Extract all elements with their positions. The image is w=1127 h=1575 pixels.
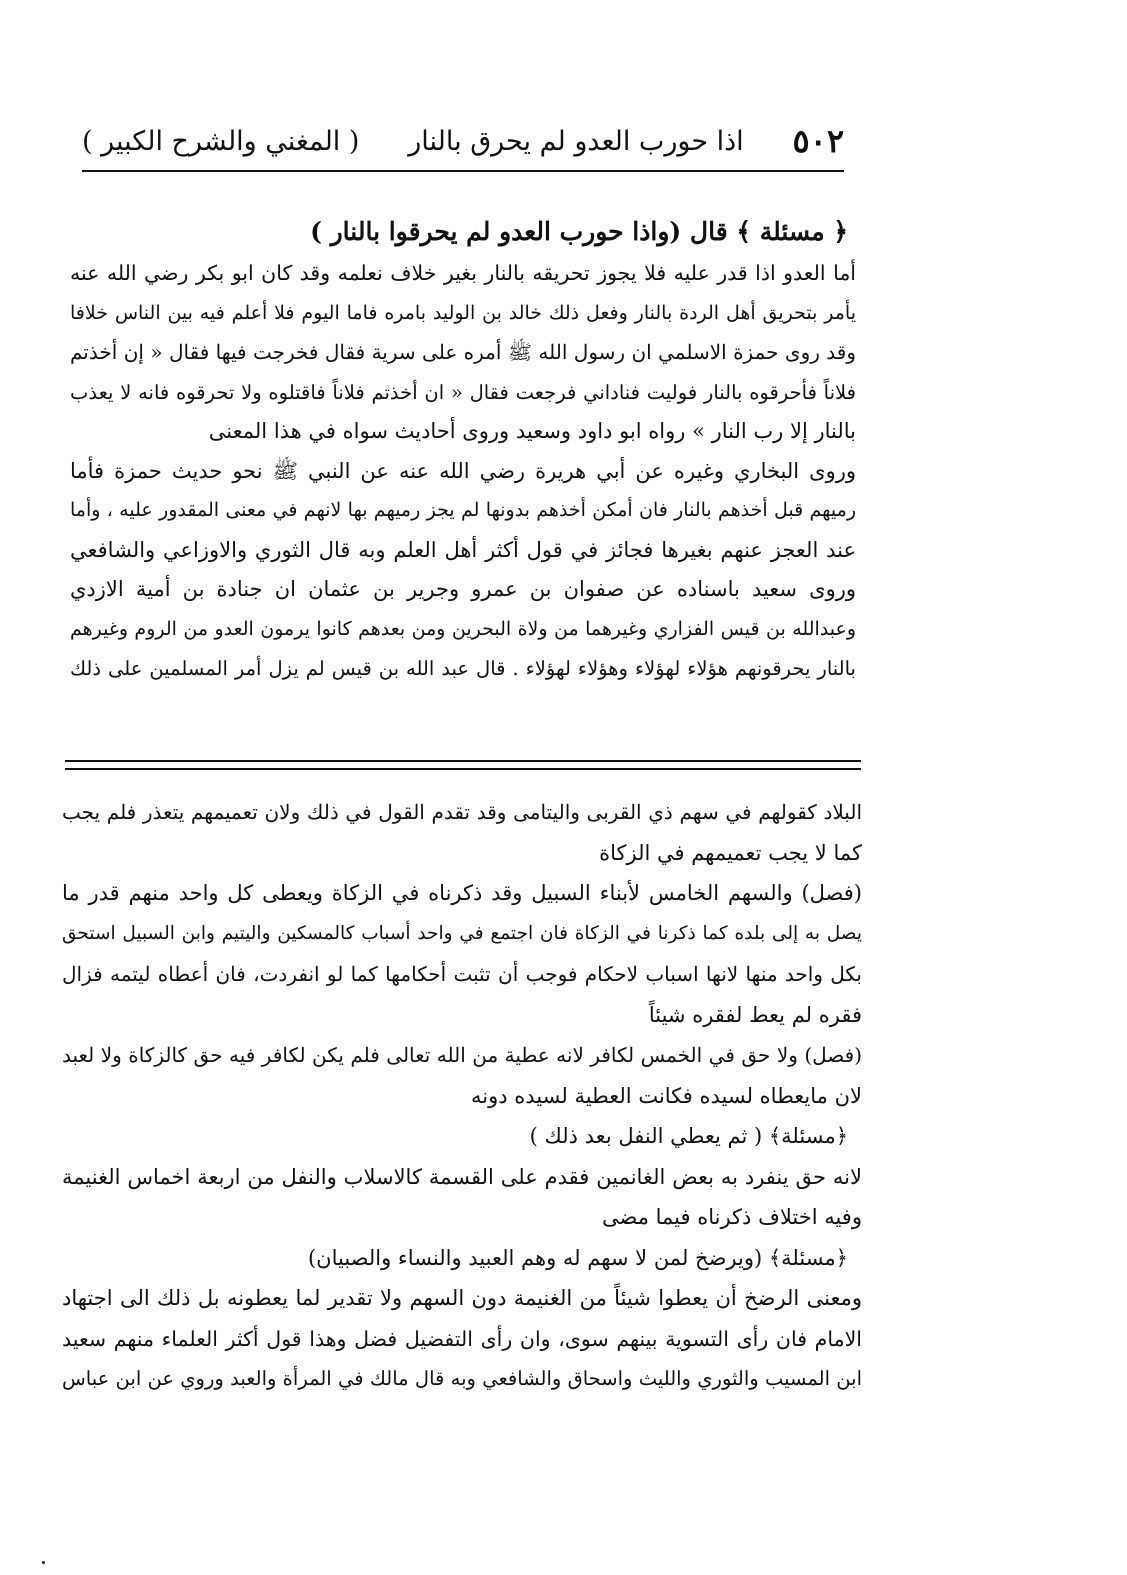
text-line: أما العدو اذا قدر عليه فلا يجوز تحريقه بالنار بغير خلاف نعلمه وقد كان ابو بكر رضي الله عنه	[70, 261, 856, 285]
text-line: يأمر بتحريق أهل الردة بالنار وفعل ذلك خالد بن الوليد بامره فاما اليوم فلا أعلم فيه بين الناس خلافا	[70, 301, 856, 324]
text-line: وروى البخاري وغيره عن أبي هريرة رضي الله عنه عن النبي ﷺ نحو حديث حمزة فأما	[70, 458, 856, 483]
scan-speck	[42, 1561, 45, 1564]
section-divider	[65, 760, 861, 762]
text-line: وقد روى حمزة الاسلمي ان رسول الله ﷺ أمره على سرية فقال فخرجت فيها فقال « إن أخذتم	[70, 340, 856, 364]
text-line: بكل واحد منها لانها اسباب لاحكام فوجب أن تثبت أحكامها كما لو انفردت، فان أعطاه ليتمه فزال	[62, 962, 862, 986]
issue-heading: ﴿مسئلة﴾ ( ثم يعطي النفل بعد ذلك )	[529, 1124, 848, 1148]
text-line: ومعنى الرضخ أن يعطوا شيئاً من الغنيمة دون السهم ولا تقدير لما يعطونه بل ذلك الى اجتهاد	[62, 1286, 862, 1310]
book-title: ( المغني والشرح الكبير )	[82, 125, 360, 157]
text-line: كما لا يجب تعميمهم في الزكاة	[599, 840, 862, 865]
header-rule	[82, 170, 844, 172]
issue-heading: ﴿ مسئلة ﴾ قال (واذا حورب العدو لم يحرقوا بالنار )	[310, 217, 848, 246]
text-line: وفيه اختلاف ذكرناه فيما مضى	[602, 1205, 862, 1229]
text-line: عند العجز عنهم بغيرها فجائز في قول أكثر أهل العلم وبه قال الثوري والاوزاعي والشافعي	[70, 537, 856, 562]
text-line: فقره لم يعط لفقره شيئاً	[648, 1002, 862, 1027]
text-line: (فصل) والسهم الخامس لأبناء السبيل وقد ذكرناه في الزكاة ويعطى كل واحد منهم قدر ما	[62, 881, 862, 905]
commentary-section	[62, 792, 862, 1400]
issue-heading: ﴿مسئلة﴾ (ويرضخ لمن لا سهم له وهم العبيد والنساء والصبيان)	[307, 1245, 848, 1270]
text-line: فلاناً فأحرقوه بالنار فوليت فناداني فرجعت فقال « ان أخذتم فلاناً فاقتلوه ولا تحرقوه فانه لا يعذب	[70, 380, 856, 404]
page-number: ٥٠٢	[792, 122, 844, 160]
main-text-section	[70, 210, 856, 689]
text-line: وعبدالله بن قيس الفزاري وغيرهما من ولاة البحرين ومن بعدهم كانوا يرمون العدو من الروم وغيرهم	[70, 617, 856, 640]
page-header	[82, 118, 844, 164]
text-line: ابن المسيب والثوري والليث واسحاق والشافعي وبه قال مالك في المرأة والعبد وروي عن ابن عباس	[62, 1367, 862, 1390]
text-line: بالنار إلا رب النار » رواه ابو داود وسعيد وروى أحاديث سواه في هذا المعنى	[208, 419, 856, 443]
text-line: الامام فان رأى التسوية بينهم سوى، وان رأى التفضيل فضل وهذا قول أكثر العلماء منهم سعيد	[62, 1326, 862, 1351]
text-line: وروى سعيد باسناده عن صفوان بن عمرو وجرير بن عثمان ان جنادة بن أمية الازدي	[70, 577, 856, 601]
text-line: البلاد كقولهم في سهم ذي القربى واليتامى وقد تقدم القول في ذلك ولان تعميمهم يتعذر فلم يجب	[62, 800, 862, 824]
text-line: يصل به إلى بلده كما ذكرنا في الزكاة فان اجتمع في واحد أسباب كالمسكين واليتيم وابن السبيل استحق	[62, 922, 862, 944]
section-divider	[65, 768, 861, 770]
text-line: بالنار يحرقونهم هؤلاء لهؤلاء وهؤلاء لهؤلاء . قال عبد الله بن قيس لم يزل أمر المسلمين على ذلك	[70, 657, 856, 680]
text-line: رميهم قبل أخذهم بالنار فان أمكن أخذهم بدونها لم يجز رميهم بها لانهم في معنى المقدور عليه ، وأما	[70, 499, 856, 521]
text-line: لانه حق ينفرد به بعض الغانمين فقدم على القسمة كالاسلاب والنفل من اربعة اخماس الغنيمة	[62, 1164, 862, 1189]
text-line: لان مايعطاه لسيده فكانت العطية لسيده دونه	[471, 1083, 862, 1108]
text-line: (فصل) ولا حق في الخمس لكافر لانه عطية من الله تعالى فلم يكن لكافر فيه حق كالزكاة ولا لعبد	[62, 1043, 862, 1067]
running-title: اذا حورب العدو لم يحرق بالنار	[408, 125, 744, 157]
